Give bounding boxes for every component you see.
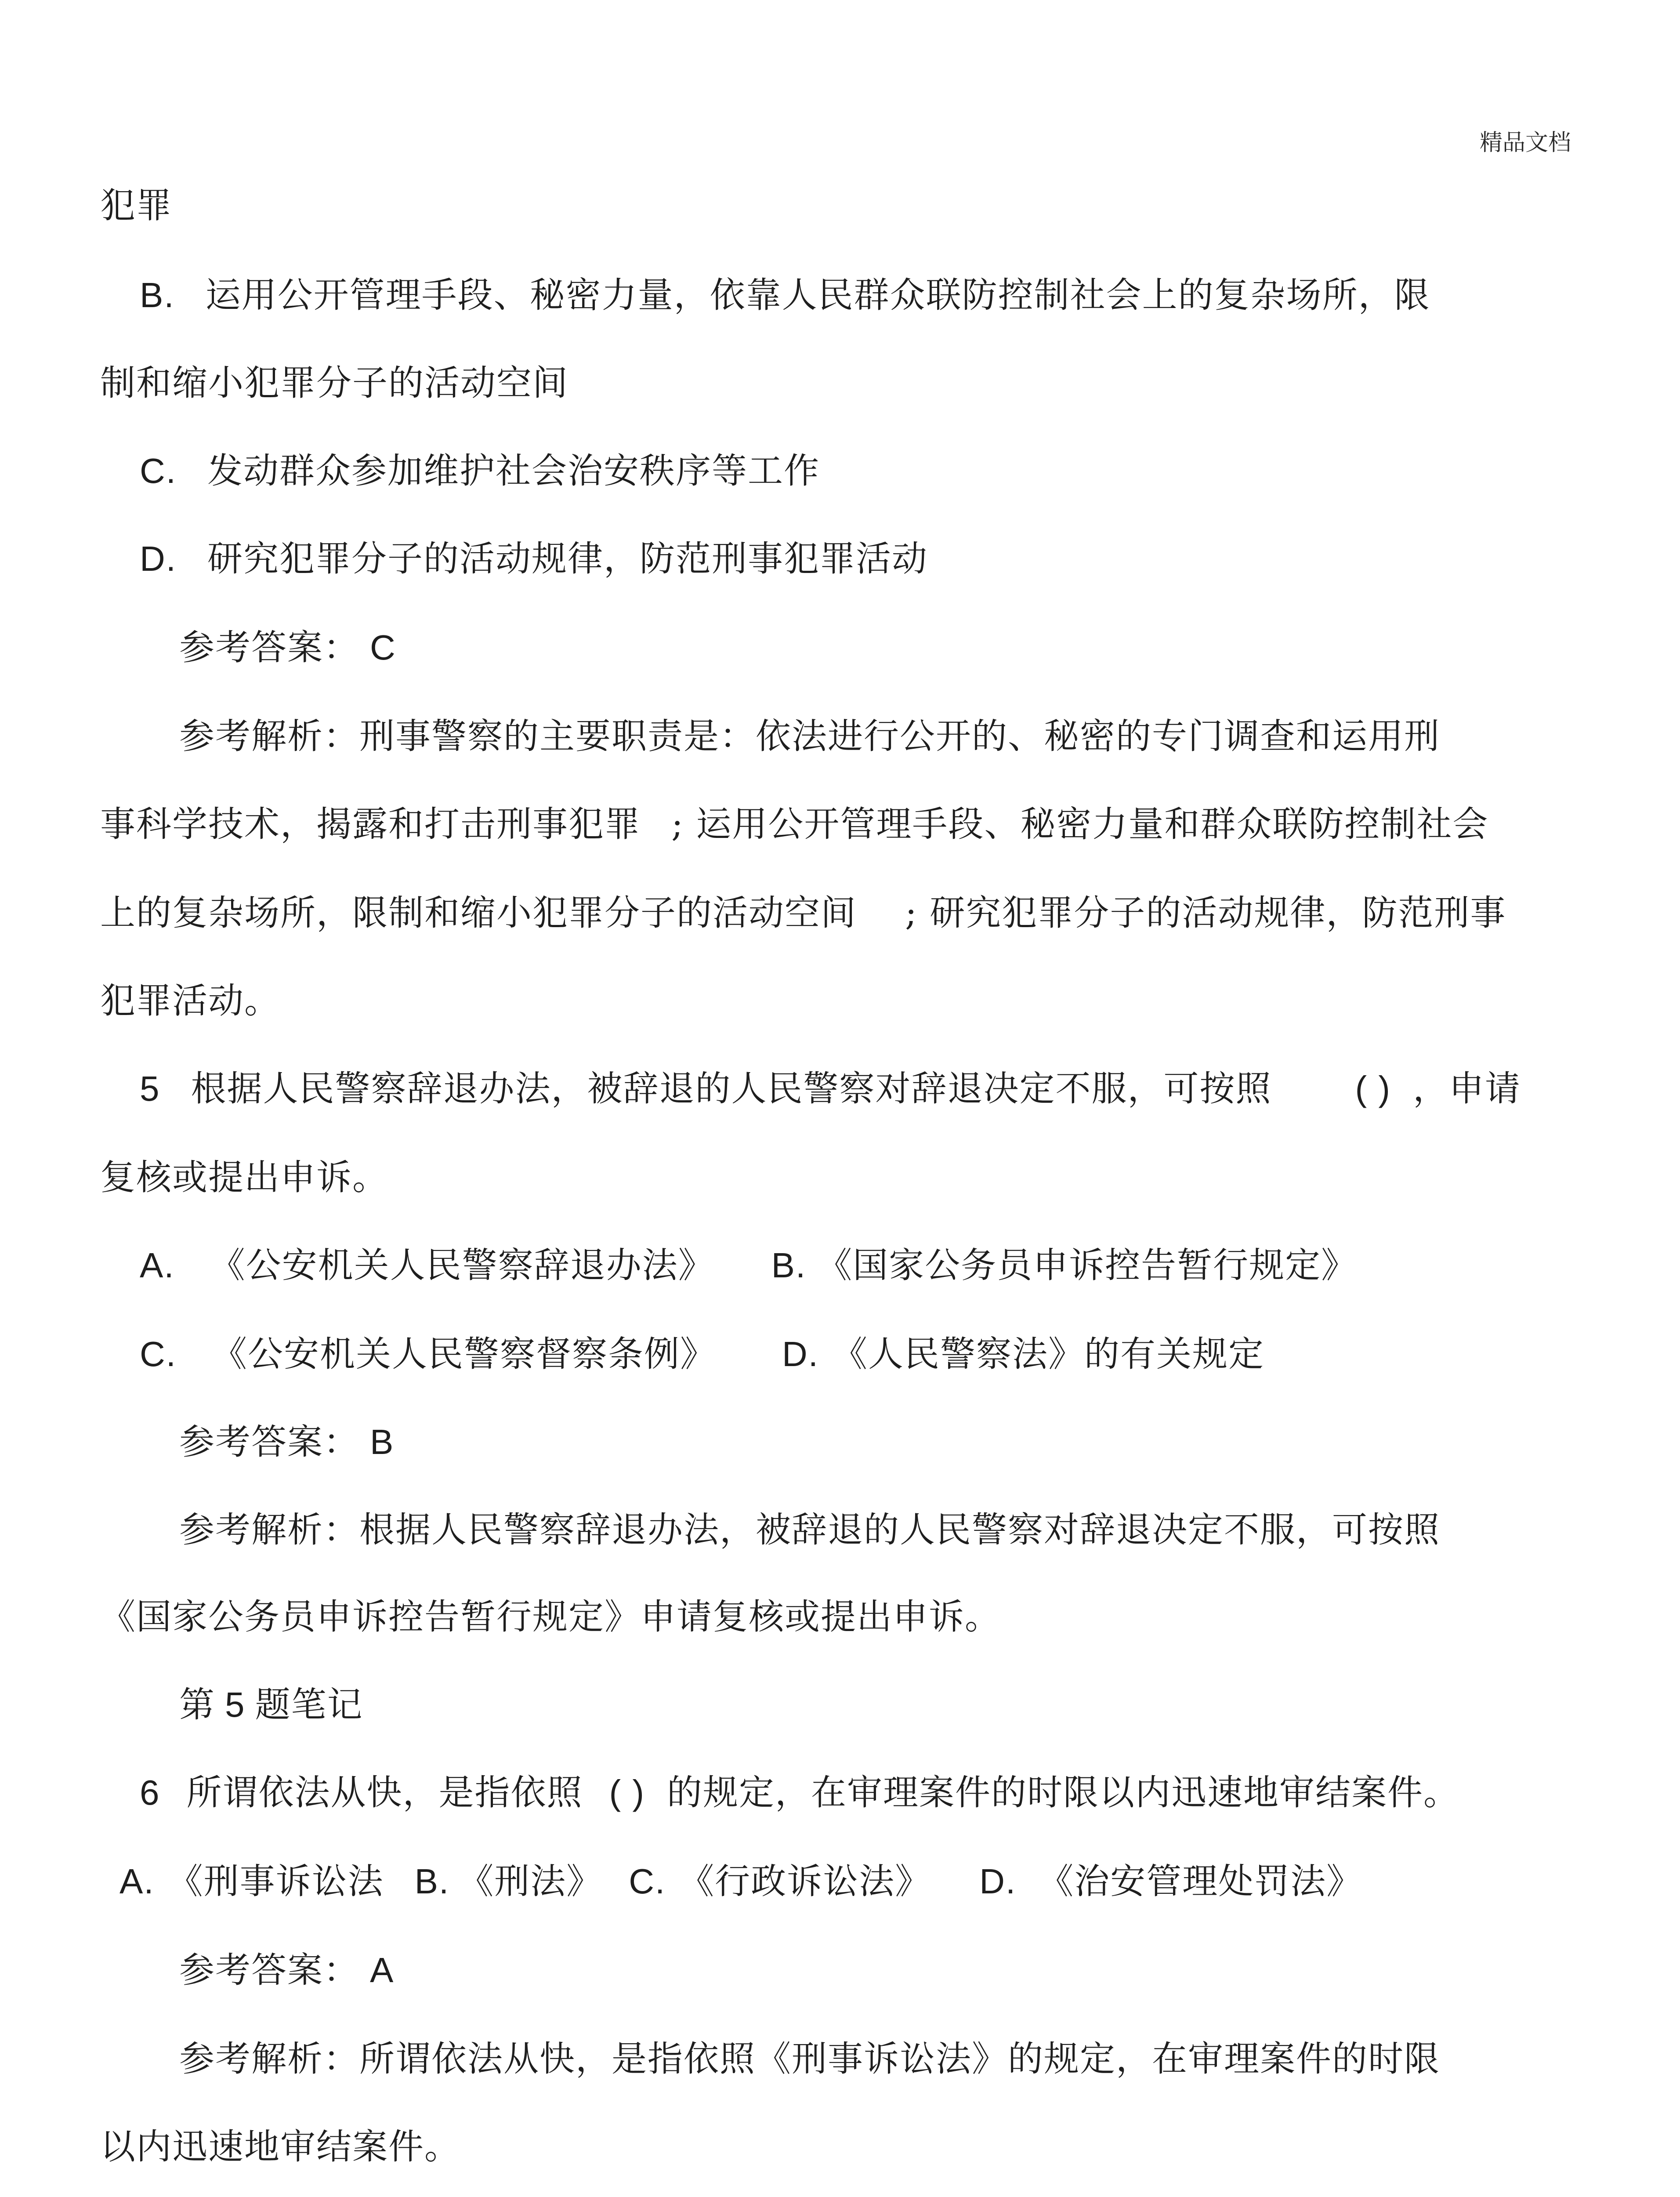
question-6-stem: 6 所谓依法从快，是指依照 ( ) 的规定，在审理案件的时限以内迅速地审结案件。 <box>140 1772 1460 1813</box>
analysis-line: 参考解析：刑事警察的主要职责是：依法进行公开的、秘密的专门调查和运用刑 <box>179 716 1440 757</box>
question-5-options-row: C. 《公安机关人民警察督察条例》 D. 《人民警察法》的有关规定 <box>140 1334 1264 1374</box>
option-d: 《人民警察法》的有关规定 <box>832 1334 1264 1374</box>
answer-value: A <box>370 1950 395 1990</box>
question-number: 5 <box>140 1069 160 1108</box>
answer-line: 参考答案： A <box>179 1950 395 1990</box>
question-5-options-row: A. 《公安机关人民警察辞退办法》 B. 《国家公务员申诉控告暂行规定》 <box>140 1245 1358 1286</box>
option-d: 《治安管理处罚法》 <box>1038 1861 1363 1902</box>
analysis-line: 上的复杂场所，限制和缩小犯罪分子的活动空间 ; 研究犯罪分子的活动规律，防范刑事 <box>100 892 1506 933</box>
option-c: 《行政诉讼法》 <box>679 1861 931 1902</box>
analysis-line: 以内迅速地审结案件。 <box>100 2126 460 2167</box>
answer-blank: ( ) <box>1355 1069 1391 1108</box>
answer-line: 参考答案： C <box>179 627 396 668</box>
option-c: 《公安机关人民警察督察条例》 <box>212 1334 716 1374</box>
analysis-line: 犯罪活动。 <box>100 980 280 1021</box>
option-d: D. 研究犯罪分子的活动规律，防范刑事犯罪活动 <box>140 538 928 579</box>
question-notes-heading: 第 5 题笔记 <box>179 1684 363 1725</box>
answer-value: C <box>370 628 396 667</box>
page-header-label: 精品文档 <box>1479 130 1571 156</box>
option-b-continuation: 制和缩小犯罪分子的活动空间 <box>100 363 568 403</box>
question-5-stem: 5 根据人民警察辞退办法，被辞退的人民警察对辞退决定不服，可按照 ( ) ，申请 <box>140 1068 1521 1109</box>
question-number: 6 <box>140 1773 160 1812</box>
analysis-line: 参考解析：所谓依法从快，是指依照《刑事诉讼法》的规定，在审理案件的时限 <box>179 2038 1440 2079</box>
option-c: C. 发动群众参加维护社会治安秩序等工作 <box>140 450 820 491</box>
option-b: 《国家公务员申诉控告暂行规定》 <box>817 1245 1358 1286</box>
option-b: B. 运用公开管理手段、秘密力量，依靠人民群众联防控制社会上的复杂场所，限 <box>140 275 1430 315</box>
question-5-stem-continuation: 复核或提出申诉。 <box>100 1157 388 1198</box>
answer-value: B <box>370 1422 395 1461</box>
analysis-line: 《国家公务员申诉控告暂行规定》申请复核或提出申诉。 <box>100 1596 1001 1637</box>
analysis-line: 事科学技术，揭露和打击刑事犯罪 ; 运用公开管理手段、秘密力量和群众联防控制社会 <box>100 804 1489 845</box>
answer-line: 参考答案： B <box>179 1421 395 1462</box>
option-a: 《公安机关人民警察辞退办法》 <box>210 1245 714 1286</box>
option-b: 《刑法》 <box>458 1861 603 1902</box>
analysis-line: 参考解析：根据人民警察辞退办法，被辞退的人民警察对辞退决定不服，可按照 <box>179 1509 1440 1550</box>
continuation-line: 犯罪 <box>100 185 172 226</box>
option-a: 《刑事诉讼法 <box>167 1861 384 1902</box>
answer-blank: ( ) <box>609 1773 645 1812</box>
question-6-options-row: A. 《刑事诉讼法 B. 《刑法》 C. 《行政诉讼法》 D. 《治安管理处罚法》 <box>119 1861 1363 1902</box>
